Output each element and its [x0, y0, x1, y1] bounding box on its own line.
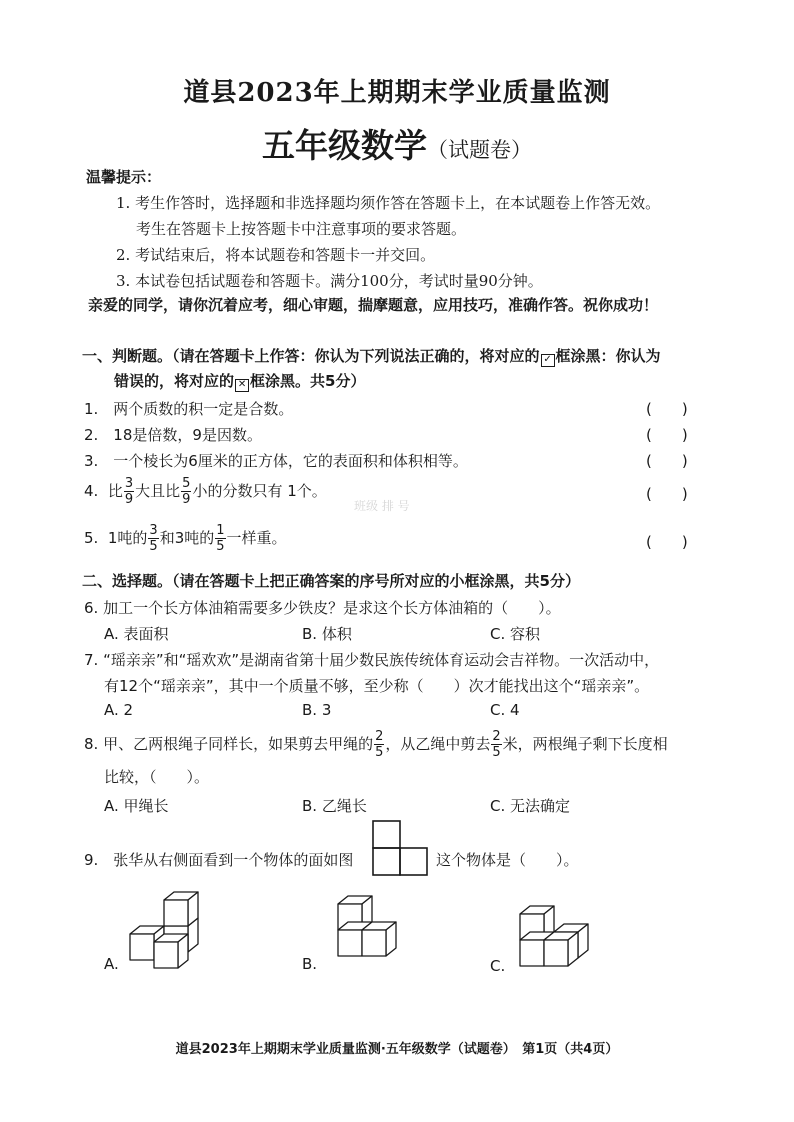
question-7: 7. “瑶亲亲”和“瑶欢欢”是湖南省第十届少数民族传统体育运动会吉祥物。一次活动中， [84, 651, 660, 669]
q6-option-c: C. 容积 [490, 625, 541, 643]
subject-name: 五年级数学 [262, 126, 427, 165]
q7-option-a: A. 2 [104, 701, 134, 719]
paper-type: （试题卷） [427, 138, 532, 162]
answer-paren-4: ( ) [646, 485, 688, 503]
section1-heading-line2: 错误的，将对应的 ✕ 框涂黑。共5分） [114, 372, 366, 390]
q8-option-b: B. 乙绳长 [302, 797, 367, 815]
cube-figure-a [128, 890, 208, 974]
fraction: $\frac{3}{5}$ [149, 523, 158, 554]
answer-paren-2: ( ) [646, 426, 688, 444]
bleed-through-text: 班级 排 号 [354, 499, 410, 513]
cube-figure-b [326, 890, 416, 974]
question-5: 5. 1吨的 $\frac{3}{5}$ 和3吨的 $\frac{1}{5}$ 一样重。 [84, 523, 287, 554]
question-6: 6. 加工一个长方体油箱需要多少铁皮？是求这个长方体油箱的（ ）。 [84, 599, 561, 617]
section1-heading: 一、判断题。（请在答题卡上作答：你认为下列说法正确的，将对应的 ✓ 框涂黑：你认为 [82, 347, 661, 365]
question-8: 8. 甲、乙两根绳子同样长，如果剪去甲绳的 $\frac{2}{5}$ ，从乙绳中剪去 $\frac{2}{5}$ 米，两根绳子剩下长度相 [84, 729, 668, 760]
page-footer: 道县2023年上期期末学业质量监测·五年级数学（试题卷） 第1页（共4页） [175, 1042, 619, 1057]
subject-title [0, 120, 794, 167]
q9-option-b: B. [302, 955, 318, 973]
fraction: $\frac{2}{5}$ [375, 729, 384, 760]
q9-option-c: C. [490, 957, 506, 975]
q7-option-c: C. 4 [490, 701, 520, 719]
question-7-line2: 有12个“瑶亲亲”，其中一个质量不够，至少称（ ）次才能找出这个“瑶亲亲”。 [104, 677, 650, 695]
tip-1: 1. 考生作答时，选择题和非选择题均须作答在答题卡上，在本试题卷上作答无效。 [116, 194, 661, 212]
tip-3: 3. 本试卷包括试题卷和答题卡。满分100分，考试时量90分钟。 [116, 272, 543, 290]
question-2: 2. 18是倍数，9是因数。 [84, 426, 262, 444]
section2-heading: 二、选择题。（请在答题卡上把正确答案的序号所对应的小框涂黑，共5分） [82, 572, 580, 590]
fraction: $\frac{5}{9}$ [182, 476, 191, 507]
tips-heading: 温馨提示： [86, 168, 162, 186]
fraction: $\frac{3}{9}$ [124, 476, 134, 507]
tip-2: 2. 考试结束后，将本试题卷和答题卡一并交回。 [116, 246, 436, 264]
side-view-figure [371, 819, 431, 879]
question-8-line2: 比较，（ ）。 [104, 768, 210, 786]
answer-paren-5: ( ) [646, 533, 688, 551]
cube-figure-c [516, 896, 598, 976]
cross-box-icon: ✕ [235, 379, 249, 392]
q7-option-b: B. 3 [302, 701, 332, 719]
fraction: $\frac{2}{5}$ [492, 729, 501, 760]
question-4: 4. 比 $\frac{3}{9}$ 大且比 $\frac{5}{9}$ 小的分数只有 1个。 [84, 476, 327, 507]
greeting: 亲爱的同学，请你沉着应考，细心审题，揣摩题意，应用技巧，准确作答。祝你成功！ [88, 296, 659, 314]
tip-1-continued: 考生在答题卡上按答题卡中注意事项的要求答题。 [136, 220, 467, 238]
question-9: 9. 张华从右侧面看到一个物体的面如图 [84, 851, 354, 869]
question-9-end: 这个物体是（ ）。 [436, 851, 579, 869]
check-box-icon: ✓ [541, 354, 555, 367]
question-1: 1. 两个质数的积一定是合数。 [84, 400, 294, 418]
q6-option-a: A. 表面积 [104, 625, 169, 643]
q8-option-a: A. 甲绳长 [104, 797, 169, 815]
fraction: $\frac{1}{5}$ [216, 523, 225, 554]
answer-paren-3: ( ) [646, 452, 688, 470]
exam-title: 道县2023年上期期末学业质量监测 [183, 78, 611, 108]
answer-paren-1: ( ) [646, 400, 688, 418]
question-3: 3. 一个棱长为6厘米的正方体，它的表面积和体积相等。 [84, 452, 468, 470]
q9-option-a: A. [104, 955, 119, 973]
q6-option-b: B. 体积 [302, 625, 352, 643]
q8-option-c: C. 无法确定 [490, 797, 571, 815]
